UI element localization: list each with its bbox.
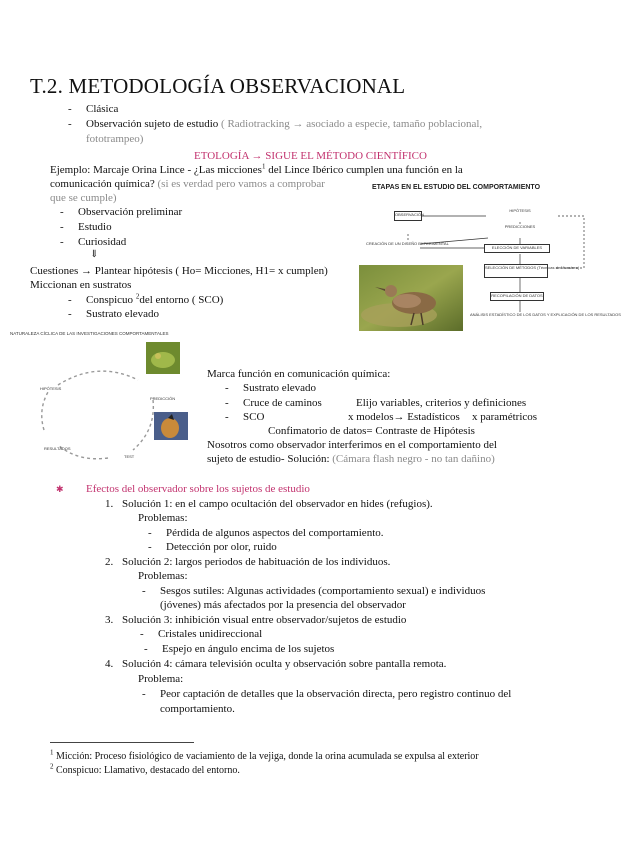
cycle-label-test: TEST — [124, 454, 135, 459]
example-note-cont: que se cumple) — [50, 192, 117, 204]
marca-item-sustrato: - Sustrato elevado — [243, 381, 316, 396]
problems-label: Problemas: — [138, 512, 188, 524]
bullet-icon: ✱ — [56, 484, 64, 494]
substrate-text: Conspicuo — [86, 294, 136, 306]
marca-confirmatorio: Confimatorio de datos= Contraste de Hipótesis — [268, 425, 475, 437]
solution-3: Solución 3: inhibición visual entre observador/sujetos de estudio — [122, 614, 407, 626]
step-item: - Estudio — [78, 220, 112, 235]
item-main: Observación sujeto de estudio — [86, 118, 219, 130]
step-item: - Observación preliminar — [78, 205, 182, 220]
footnote-1-mark: 1 — [50, 748, 54, 757]
list-item-observacion — [86, 117, 482, 132]
solution-1: Solución 1: en el campo ocultación del observador en hides (refugios). — [122, 498, 433, 510]
s4-problem-1-cont: comportamiento. — [160, 703, 235, 715]
footnote-1-text: Micción: Proceso fisiológico de vaciamiento de la vejiga, donde la orina acumulada se expulsa al exterior — [56, 751, 479, 762]
example-note: (si es verdad pero vamos a comprobar — [157, 178, 325, 190]
example-text-c: comunicación química? — [50, 178, 155, 190]
s3-item-1: - Cristales unidireccional — [158, 627, 262, 642]
problem-label: Problema: — [138, 673, 184, 685]
item-note: ( Radiotracking → asociado a especie, tamaño poblacional, — [221, 118, 483, 130]
substrate-intro: Miccionan en sustratos — [30, 279, 132, 291]
ethology-heading: ETOLOGÍA → SIGUE EL MÉTODO CIENTÍFICO — [194, 150, 427, 162]
marca-estadisticos: x modelos→ Estadísticos — [348, 411, 460, 423]
cycle-photo-top — [146, 342, 180, 374]
down-arrow-icon: ⇓ — [90, 249, 99, 260]
substrate-item-conspicuo — [86, 293, 223, 308]
footnote-2-mark: 2 — [50, 762, 54, 771]
cycle-label-hipotesis: HIPÓTESIS — [40, 386, 62, 391]
substrate-item-elevado: - Sustrato elevado — [86, 307, 159, 322]
effects-heading: Efectos del observador sobre los sujetos de estudio — [86, 483, 310, 495]
s2-problem-1: - Sesgos sutiles: Algunas actividades (comportamiento sexual) e individuos — [160, 584, 485, 599]
s1-problem-2: - Detección por olor, ruido — [166, 540, 277, 555]
marca-item-cruce: - Cruce de caminos — [243, 396, 322, 411]
footnote-1 — [50, 750, 479, 763]
box-hipotesis: HIPÓTESIS — [492, 208, 548, 215]
list-item-clasica: - Clásica — [86, 102, 118, 117]
example-text-b: del Lince Ibérico cumplen una función en la — [265, 164, 463, 176]
solution-2: Solución 2: largos periodos de habituación de los individuos. — [122, 556, 391, 568]
s3-item-2: - Espejo en ángulo encima de los sujetos — [162, 642, 334, 657]
marca-intro: Marca función en comunicación química: — [207, 368, 391, 380]
s4-problem-1: - Peor captación de detalles que la observación directa, pero registro continuo del — [160, 687, 511, 702]
marca-item-sco: - SCO — [243, 410, 264, 425]
footnote-ref-1[interactable]: 1 — [261, 162, 266, 171]
s1-problem-1: - Pérdida de algunos aspectos del comportamiento. — [166, 526, 384, 541]
box-variables: ELECCIÓN DE VARIABLES — [484, 244, 550, 253]
example-line2 — [50, 177, 325, 192]
substrate-text: del entorno ( SCO) — [139, 294, 224, 306]
hypothesis-line: Cuestiones → Plantear hipótesis ( Ho= Micciones, H1= x cumplen) — [30, 265, 328, 277]
num-2: 2. — [105, 556, 114, 568]
solution-4: Solución 4: cámara televisión oculta y observación sobre pantalla remota. — [122, 658, 447, 670]
footnote-ref-2[interactable]: 2 — [135, 292, 140, 301]
item-note-cont: fototrampeo) — [86, 133, 144, 145]
example-line1 — [50, 163, 463, 178]
box-predicciones: PREDICCIONES — [492, 224, 548, 231]
cycle-photo-bottom — [154, 412, 188, 440]
box-datos: RECOPILACIÓN DE DATOS — [490, 292, 544, 301]
page-title: T.2. METODOLOGÍA OBSERVACIONAL — [30, 74, 406, 98]
cycle-label-resultados: RESULTADOS — [44, 446, 71, 451]
step-item: - Curiosidad — [78, 235, 126, 250]
box-observacion: OBSERVACIÓN — [394, 211, 422, 221]
box-analisis: ANÁLISIS ESTADÍSTICO DE LOS DATOS Y EXPLICACIÓN DE LOS RESULTADOS — [470, 312, 554, 326]
observer-text: sujeto de estudio- Solución: — [207, 453, 333, 465]
observer-line1: Nosotros como observador interferimos en el comportamiento del — [207, 439, 497, 451]
footnote-2-text: Conspicuo: Llamativo, destacado del entorno. — [56, 765, 240, 776]
box-metodos: SELECCIÓN DE MÉTODOS (Técnicas de Muestreo) — [484, 264, 548, 278]
problems-label: Problemas: — [138, 570, 188, 582]
s2-problem-1-cont: (jóvenes) más afectados por la presencia del observador — [160, 599, 406, 611]
box-diseno: CREACIÓN DE UN DISEÑO EXPERIMENTAL — [366, 241, 420, 251]
observer-note: (Cámara flash negro - no tan dañino) — [332, 453, 495, 465]
diagram-title: ETAPAS EN EL ESTUDIO DEL COMPORTAMIENTO — [372, 184, 541, 191]
observer-line2 — [207, 452, 495, 467]
bird-photo-image — [359, 265, 463, 331]
bird-photo — [359, 265, 463, 331]
marca-parametricos: x paramétricos — [472, 411, 538, 423]
example-text-a: Ejemplo: Marcaje Orina Lince - ¿Las micciones — [50, 164, 262, 176]
marca-variables: Elijo variables, criterios y definiciones — [356, 397, 527, 409]
cycle-label-prediccion: PREDICCIÓN — [150, 396, 176, 401]
footnote-divider — [50, 742, 194, 743]
cycle-title: NATURALEZA CÍCLICA DE LAS INVESTIGACIONES COMPORTAMENTALES — [10, 331, 169, 336]
footnote-2 — [50, 764, 240, 777]
num-1: 1. — [105, 498, 114, 510]
num-4: 4. — [105, 658, 114, 670]
num-3: 3. — [105, 614, 114, 626]
